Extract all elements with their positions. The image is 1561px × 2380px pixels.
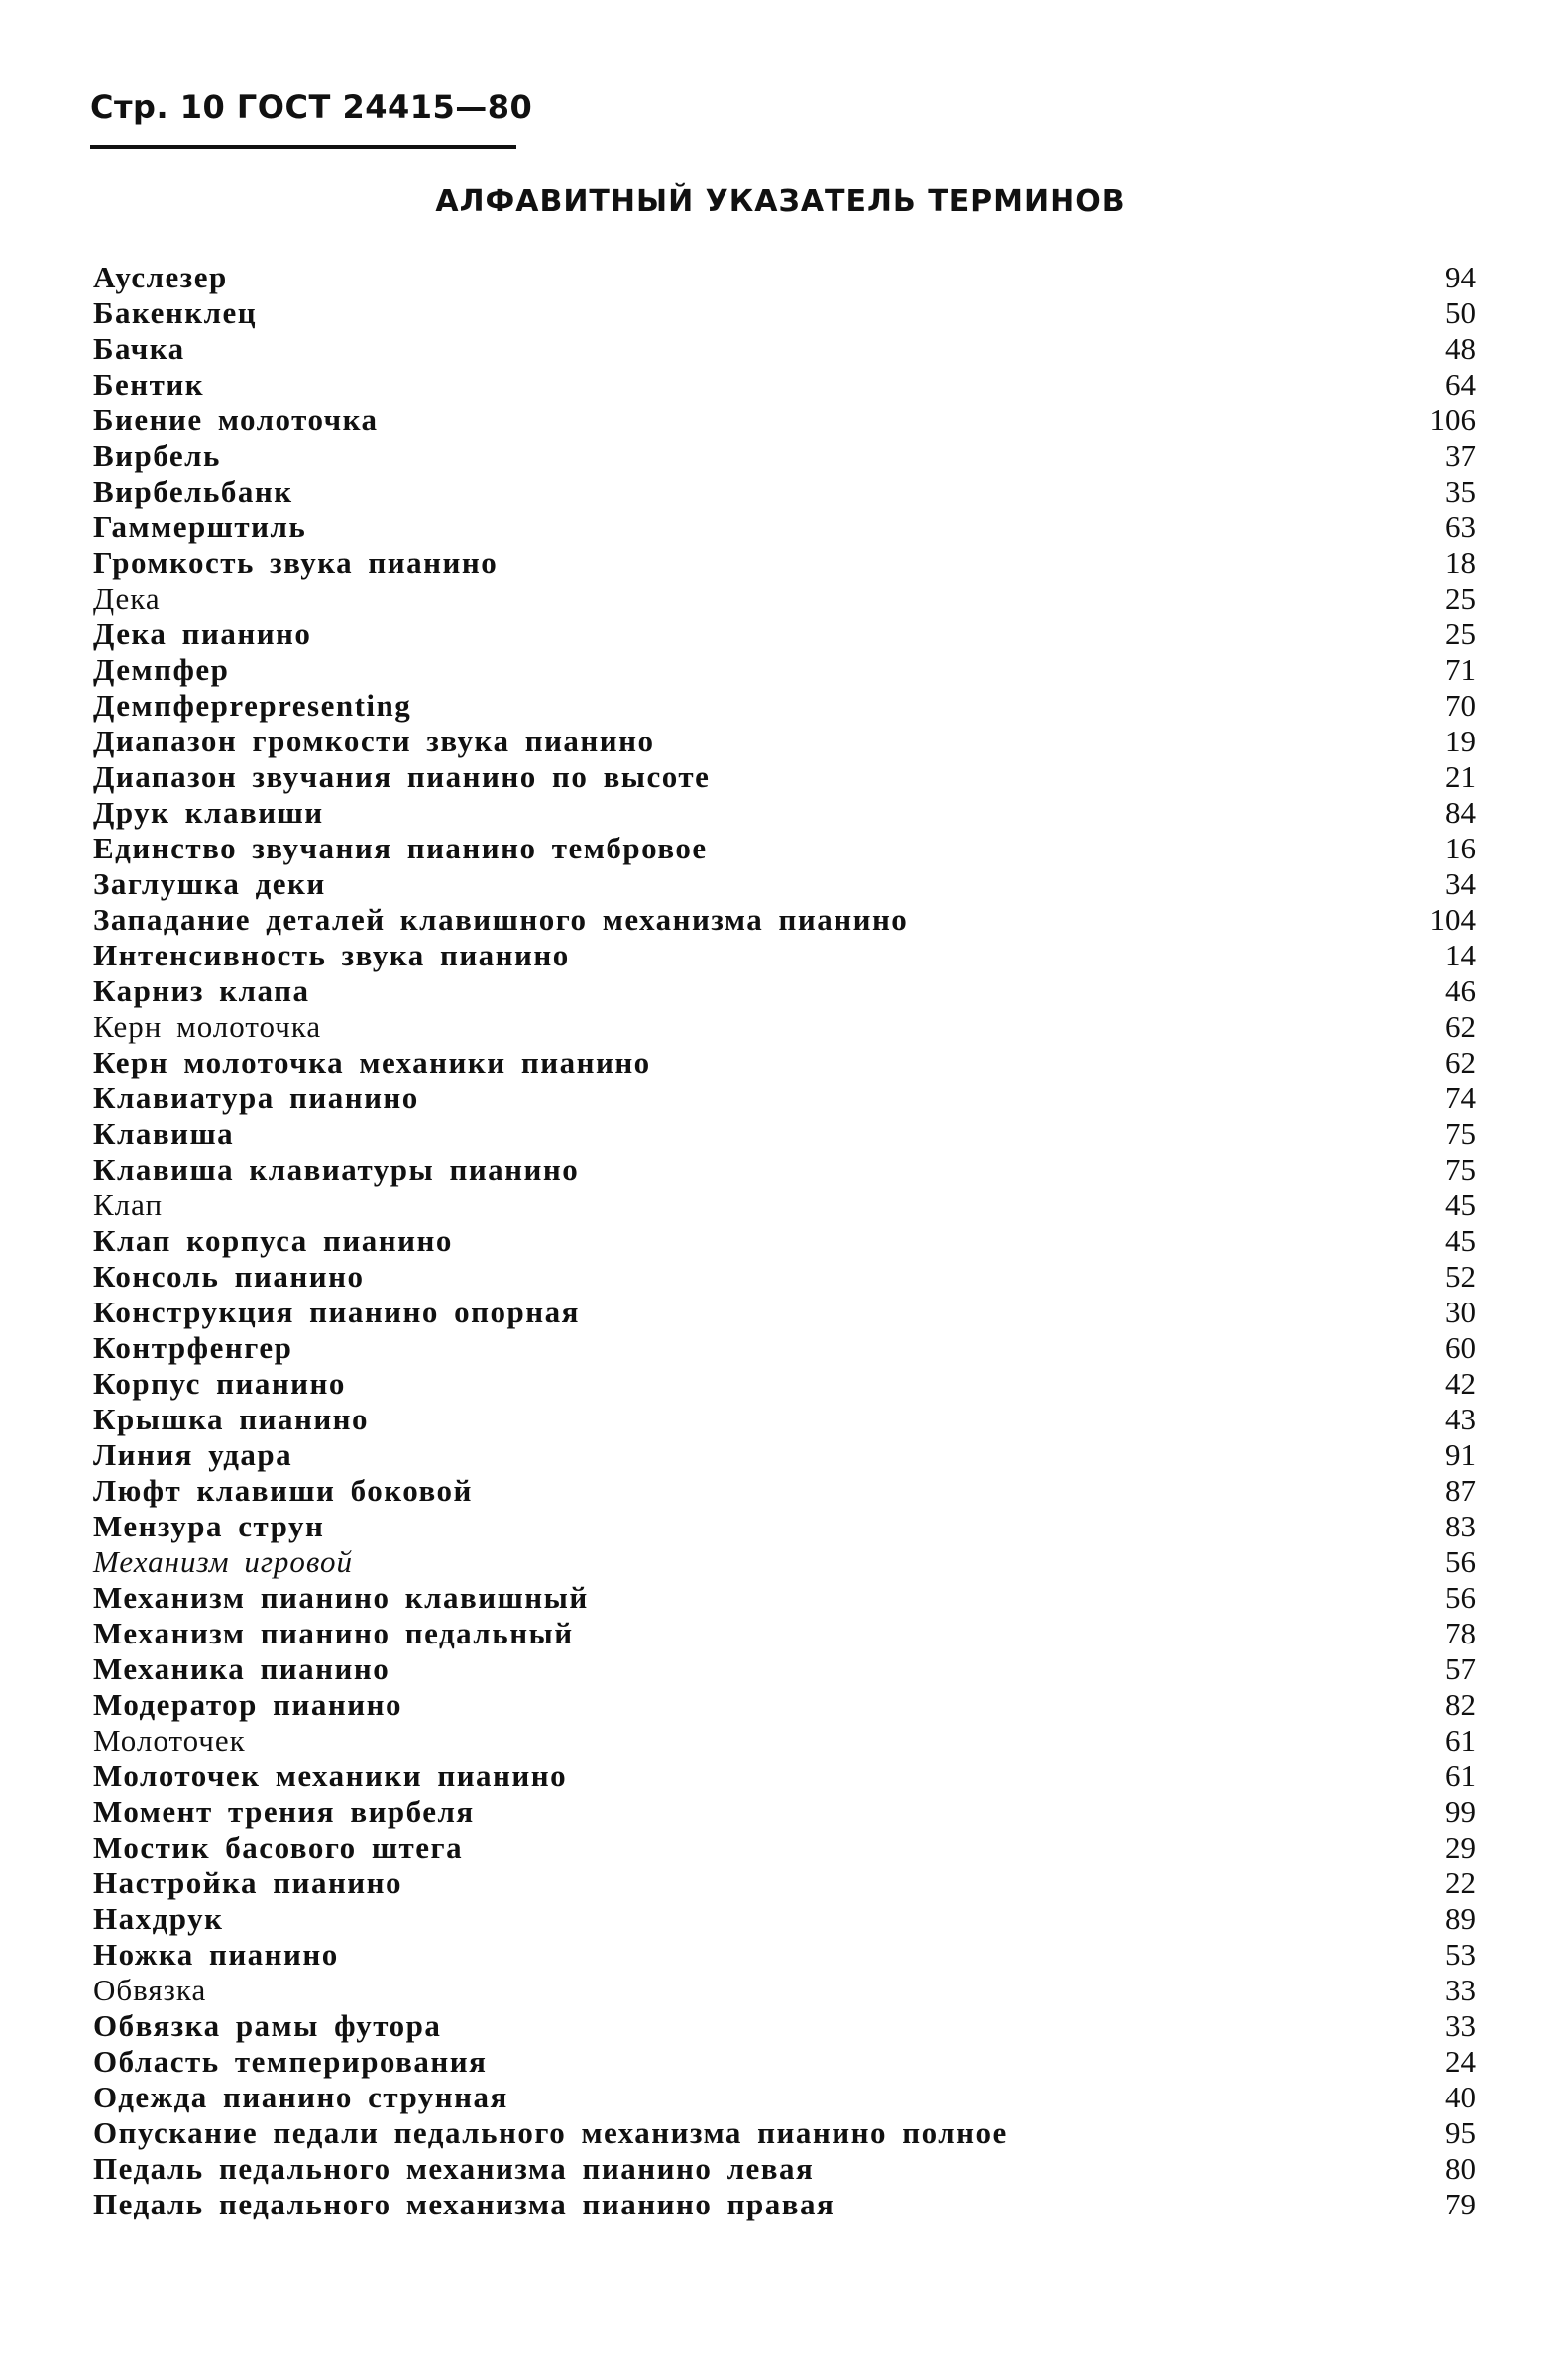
- index-entry: [93, 866, 1476, 902]
- index-page-number: 14: [1445, 938, 1476, 972]
- index-term: Диапазон громкости звука пианино: [93, 724, 655, 758]
- index-entry: [93, 2115, 1476, 2151]
- index-term: Крышка пианино: [93, 1402, 370, 1436]
- index-page-number: 87: [1445, 1473, 1476, 1508]
- index-page-number: 61: [1445, 1758, 1476, 1793]
- index-entry: [93, 1616, 1476, 1651]
- index-entry: [93, 1973, 1476, 2008]
- index-term: Дека: [93, 581, 161, 616]
- index-term: Молоточек механики пианино: [93, 1758, 568, 1793]
- index-entry: [93, 1295, 1476, 1330]
- index-entry: [93, 1259, 1476, 1295]
- index-entry: [93, 1116, 1476, 1152]
- index-page-number: 57: [1445, 1651, 1476, 1686]
- index-page-number: 21: [1445, 759, 1476, 794]
- index-term: Педаль педального механизма пианино правая: [93, 2187, 836, 2221]
- index-entry: [93, 1080, 1476, 1116]
- index-entry: [93, 1758, 1476, 1794]
- index-page-number: 45: [1445, 1223, 1476, 1258]
- index-page-number: 61: [1445, 1723, 1476, 1757]
- index-entry: [93, 1830, 1476, 1866]
- index-page-number: 89: [1445, 1901, 1476, 1936]
- index-page-number: 82: [1445, 1687, 1476, 1722]
- index-term: Керн молоточка механики пианино: [93, 1045, 651, 1079]
- index-term: Карниз клапа: [93, 973, 310, 1008]
- index-term: Механизм пианино педальный: [93, 1616, 574, 1650]
- index-page-number: 25: [1445, 617, 1476, 651]
- index-page-number: 74: [1445, 1080, 1476, 1115]
- index-term: Вирбельбанк: [93, 474, 293, 509]
- index-term: Клавиша: [93, 1116, 235, 1151]
- index-term: Ауслезер: [93, 260, 228, 294]
- index-term: Бентик: [93, 367, 205, 401]
- index-term: Клавиша клавиатуры пианино: [93, 1152, 580, 1187]
- index-page-number: 45: [1445, 1188, 1476, 1222]
- index-term: Демпферrepresenting: [93, 688, 412, 723]
- index-page-number: 22: [1445, 1866, 1476, 1900]
- index-entry: [93, 1794, 1476, 1830]
- index-term: Дека пианино: [93, 617, 312, 651]
- index-term: Демпфер: [93, 652, 230, 687]
- index-term: Область темперирования: [93, 2044, 488, 2079]
- index-term: Мензура струн: [93, 1509, 325, 1543]
- index-entry: [93, 1866, 1476, 1901]
- index-term: Бакенклец: [93, 295, 258, 330]
- index-page-number: 35: [1445, 474, 1476, 509]
- index-entry: [93, 1188, 1476, 1223]
- index-term: Механизм игровой: [93, 1544, 353, 1579]
- index-term: Одежда пианино струнная: [93, 2080, 508, 2114]
- index-page-number: 33: [1445, 2008, 1476, 2043]
- index-entry: [93, 510, 1476, 545]
- index-page-number: 99: [1445, 1794, 1476, 1829]
- index-term: Педаль педального механизма пианино левая: [93, 2151, 815, 2186]
- index-page-number: 62: [1445, 1045, 1476, 1079]
- index-entry: [93, 1045, 1476, 1080]
- index-term: Интенсивность звука пианино: [93, 938, 570, 972]
- index-term: Механизм пианино клавишный: [93, 1580, 589, 1615]
- index-page-number: 94: [1445, 260, 1476, 294]
- index-entry: [93, 1651, 1476, 1687]
- index-term: Момент трения вирбеля: [93, 1794, 475, 1829]
- index-page-number: 95: [1445, 2115, 1476, 2150]
- index-entry: [93, 617, 1476, 652]
- index-page-number: 52: [1445, 1259, 1476, 1294]
- index-entry: [93, 402, 1476, 438]
- index-entry: [93, 1009, 1476, 1045]
- index-page-number: 91: [1445, 1437, 1476, 1472]
- index-page-number: 16: [1445, 831, 1476, 865]
- index-term: Нахдрук: [93, 1901, 224, 1936]
- index-entry: [93, 938, 1476, 973]
- index-page-number: 30: [1445, 1295, 1476, 1329]
- index-entry: [93, 438, 1476, 474]
- index-page-number: 48: [1445, 331, 1476, 366]
- index-entry: [93, 2187, 1476, 2222]
- index-page-number: 40: [1445, 2080, 1476, 2114]
- index-term: Люфт клавиши боковой: [93, 1473, 473, 1508]
- term-index-list: [93, 260, 1476, 2222]
- index-term: Обвязка рамы футора: [93, 2008, 442, 2043]
- index-page-number: 62: [1445, 1009, 1476, 1044]
- index-page-number: 29: [1445, 1830, 1476, 1865]
- index-entry: [93, 1544, 1476, 1580]
- index-entry: [93, 2008, 1476, 2044]
- index-entry: [93, 2151, 1476, 2187]
- index-page-number: 56: [1445, 1544, 1476, 1579]
- index-page-number: 24: [1445, 2044, 1476, 2079]
- index-page-number: 78: [1445, 1616, 1476, 1650]
- index-entry: [93, 759, 1476, 795]
- index-entry: [93, 652, 1476, 688]
- index-term: Заглушка деки: [93, 866, 326, 901]
- index-entry: [93, 688, 1476, 724]
- index-entry: [93, 1330, 1476, 1366]
- index-entry: [93, 1437, 1476, 1473]
- index-term: Громкость звука пианино: [93, 545, 499, 580]
- index-entry: [93, 1901, 1476, 1937]
- index-page-number: 70: [1445, 688, 1476, 723]
- page-header: [90, 87, 533, 149]
- index-entry: [93, 1937, 1476, 1973]
- index-page-number: 37: [1445, 438, 1476, 473]
- index-page-number: 104: [1429, 902, 1476, 937]
- index-page-number: 53: [1445, 1937, 1476, 1972]
- index-entry: [93, 1723, 1476, 1758]
- index-page-number: 71: [1445, 652, 1476, 687]
- index-entry: [93, 295, 1476, 331]
- index-entry: [93, 2044, 1476, 2080]
- index-entry: [93, 795, 1476, 831]
- page-header-text: Стр. 10 ГОСТ 24415—80: [90, 88, 533, 126]
- index-page-number: 75: [1445, 1116, 1476, 1151]
- index-page-number: 60: [1445, 1330, 1476, 1365]
- index-entry: [93, 581, 1476, 617]
- index-page-number: 75: [1445, 1152, 1476, 1187]
- index-entry: [93, 973, 1476, 1009]
- index-entry: [93, 1152, 1476, 1188]
- index-entry: [93, 331, 1476, 367]
- index-entry: [93, 367, 1476, 402]
- index-page-number: 83: [1445, 1509, 1476, 1543]
- index-term: Опускание педали педального механизма пианино полное: [93, 2115, 1008, 2150]
- index-entry: [93, 831, 1476, 866]
- index-page-number: 80: [1445, 2151, 1476, 2186]
- index-term: Вирбель: [93, 438, 221, 473]
- index-page-number: 79: [1445, 2187, 1476, 2221]
- index-term: Биение молоточка: [93, 402, 379, 437]
- index-entry: [93, 1366, 1476, 1402]
- index-entry: [93, 1473, 1476, 1509]
- index-term: Настройка пианино: [93, 1866, 403, 1900]
- index-page-number: 84: [1445, 795, 1476, 830]
- index-term: Конструкция пианино опорная: [93, 1295, 580, 1329]
- index-entry: [93, 724, 1476, 759]
- index-page-number: 18: [1445, 545, 1476, 580]
- index-page-number: 25: [1445, 581, 1476, 616]
- index-page-number: 56: [1445, 1580, 1476, 1615]
- index-entry: [93, 1687, 1476, 1723]
- index-term: Единство звучания пианино тембровое: [93, 831, 708, 865]
- index-term: Клап корпуса пианино: [93, 1223, 453, 1258]
- index-page-number: 63: [1445, 510, 1476, 544]
- index-page-number: 34: [1445, 866, 1476, 901]
- index-term: Обвязка: [93, 1973, 207, 2007]
- index-term: Мостик басового штега: [93, 1830, 464, 1865]
- index-term: Диапазон звучания пианино по высоте: [93, 759, 711, 794]
- index-entry: [93, 2080, 1476, 2115]
- index-term: Ножка пианино: [93, 1937, 339, 1972]
- index-term: Бачка: [93, 331, 185, 366]
- index-term: Молоточек: [93, 1723, 246, 1757]
- index-page-number: 43: [1445, 1402, 1476, 1436]
- index-page-number: 64: [1445, 367, 1476, 401]
- index-entry: [93, 1509, 1476, 1544]
- index-entry: [93, 1223, 1476, 1259]
- index-term: Корпус пианино: [93, 1366, 346, 1401]
- index-page-number: 42: [1445, 1366, 1476, 1401]
- index-page-number: 106: [1429, 402, 1476, 437]
- index-term: Гаммерштиль: [93, 510, 307, 544]
- index-entry: [93, 260, 1476, 295]
- index-entry: [93, 474, 1476, 510]
- index-page-number: 19: [1445, 724, 1476, 758]
- index-title: АЛФАВИТНЫЙ УКАЗАТЕЛЬ ТЕРМИНОВ: [435, 184, 1126, 219]
- index-term: Консоль пианино: [93, 1259, 365, 1294]
- index-term: Механика пианино: [93, 1651, 390, 1686]
- index-term: Клап: [93, 1188, 164, 1222]
- index-term: Западание деталей клавишного механизма пианино: [93, 902, 909, 937]
- index-entry: [93, 1402, 1476, 1437]
- index-page-number: 33: [1445, 1973, 1476, 2007]
- index-term: Модератор пианино: [93, 1687, 402, 1722]
- index-term: Контрфенгер: [93, 1330, 293, 1365]
- index-term: Клавиатура пианино: [93, 1080, 419, 1115]
- index-term: Керн молоточка: [93, 1009, 322, 1044]
- index-term: Линия удара: [93, 1437, 293, 1472]
- index-entry: [93, 1580, 1476, 1616]
- index-entry: [93, 545, 1476, 581]
- index-entry: [93, 902, 1476, 938]
- index-page-number: 50: [1445, 295, 1476, 330]
- index-term: Друк клавиши: [93, 795, 324, 830]
- index-page-number: 46: [1445, 973, 1476, 1008]
